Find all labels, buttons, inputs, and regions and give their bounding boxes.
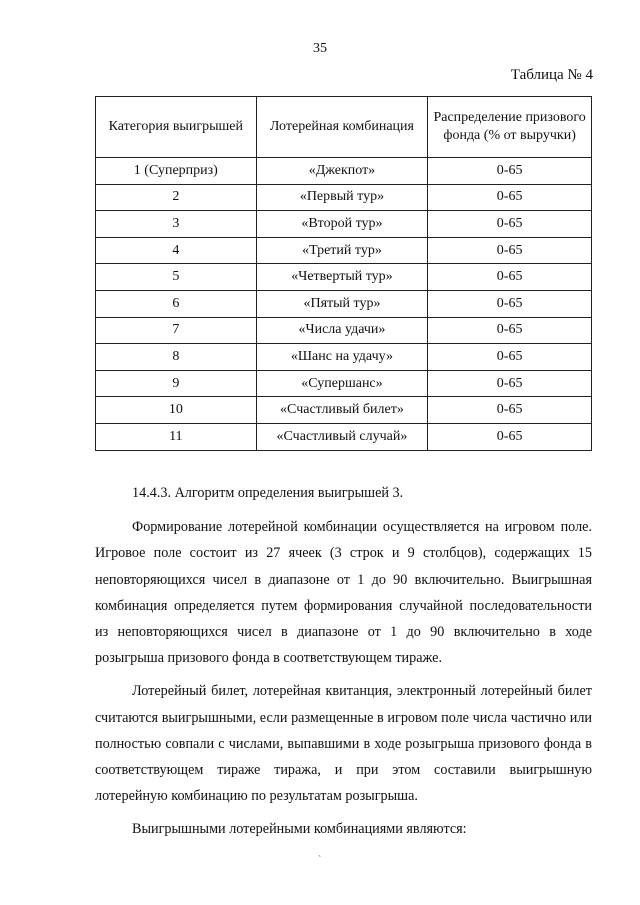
table-row	[96, 237, 592, 264]
table-row	[96, 184, 592, 211]
paragraph: Лотерейный билет, лотерейная квитанция, электронный лотерейный билет считаются выигрышными, если размещенные в игровом поле числа частично или полностью совпали с числами, выпавшими в ходе розыгрыша призового фонда в соответствующем тираже тиража, и при этом составили выигрышную лотерейную комбинацию по результатам розыгрыша.	[95, 683, 592, 805]
cell-combination: «Джекпот»	[256, 158, 428, 185]
cell-combination: «Пятый тур»	[256, 290, 428, 317]
table-row	[96, 158, 592, 185]
cell-combination: «Третий тур»	[256, 237, 428, 264]
cell-category: 2	[96, 184, 257, 211]
cell-distribution: 0-65	[428, 158, 592, 185]
cell-category: 1 (Суперприз)	[96, 158, 257, 185]
cell-category: 6	[96, 290, 257, 317]
cell-category: 7	[96, 317, 257, 344]
table-row	[96, 370, 592, 397]
cell-category: 4	[96, 237, 257, 264]
header-distribution: Распределение призового фонда (% от выручки)	[428, 97, 592, 158]
cell-category: 9	[96, 370, 257, 397]
cell-category: 10	[96, 397, 257, 424]
table-row	[96, 397, 592, 424]
cell-distribution: 0-65	[428, 290, 592, 317]
table-row	[96, 423, 592, 450]
cell-combination: «Счастливый билет»	[256, 397, 428, 424]
page-number: 35	[313, 41, 327, 56]
paragraph: Выигрышными лотерейными комбинациями являются:	[132, 821, 467, 838]
cell-combination: «Четвертый тур»	[256, 264, 428, 291]
cell-category: 5	[96, 264, 257, 291]
cell-distribution: 0-65	[428, 370, 592, 397]
header-combination: Лотерейная комбинация	[256, 97, 428, 158]
body-text	[95, 477, 592, 850]
stray-mark: ˋ	[318, 855, 322, 866]
cell-distribution: 0-65	[428, 344, 592, 371]
paragraph: Формирование лотерейной комбинации осуществляется на игровом поле. Игровое поле состоит из 27 ячеек (3 строк и 9 столбцов), содержащих 15 неповторяющихся чисел в диапазоне от 1 до 90 включительно. Выигрышная комбинация определяется путем формирования случайной последовательности из неповторяющихся чисел в диапазоне от 1 до 90 включительно в ходе розыгрыша призового фонда в соответствующем тираже.	[95, 519, 592, 667]
cell-category: 11	[96, 423, 257, 450]
header-category: Категория выигрышей	[96, 97, 257, 158]
prize-distribution-table	[95, 96, 592, 451]
cell-distribution: 0-65	[428, 264, 592, 291]
cell-category: 8	[96, 344, 257, 371]
table-row	[96, 317, 592, 344]
table-row	[96, 290, 592, 317]
cell-distribution: 0-65	[428, 423, 592, 450]
table-row	[96, 344, 592, 371]
cell-distribution: 0-65	[428, 237, 592, 264]
table-row	[96, 211, 592, 238]
cell-distribution: 0-65	[428, 211, 592, 238]
cell-category: 3	[96, 211, 257, 238]
section-title: 14.4.3. Алгоритм определения выигрышей 3.	[132, 485, 404, 501]
cell-combination: «Супершанс»	[256, 370, 428, 397]
cell-combination: «Первый тур»	[256, 184, 428, 211]
table-header-row	[96, 97, 592, 158]
cell-distribution: 0-65	[428, 184, 592, 211]
cell-combination: «Числа удачи»	[256, 317, 428, 344]
cell-combination: «Второй тур»	[256, 211, 428, 238]
cell-combination: «Счастливый случай»	[256, 423, 428, 450]
cell-distribution: 0-65	[428, 317, 592, 344]
table-row	[96, 264, 592, 291]
table-caption: Таблица № 4	[510, 67, 593, 83]
cell-distribution: 0-65	[428, 397, 592, 424]
cell-combination: «Шанс на удачу»	[256, 344, 428, 371]
